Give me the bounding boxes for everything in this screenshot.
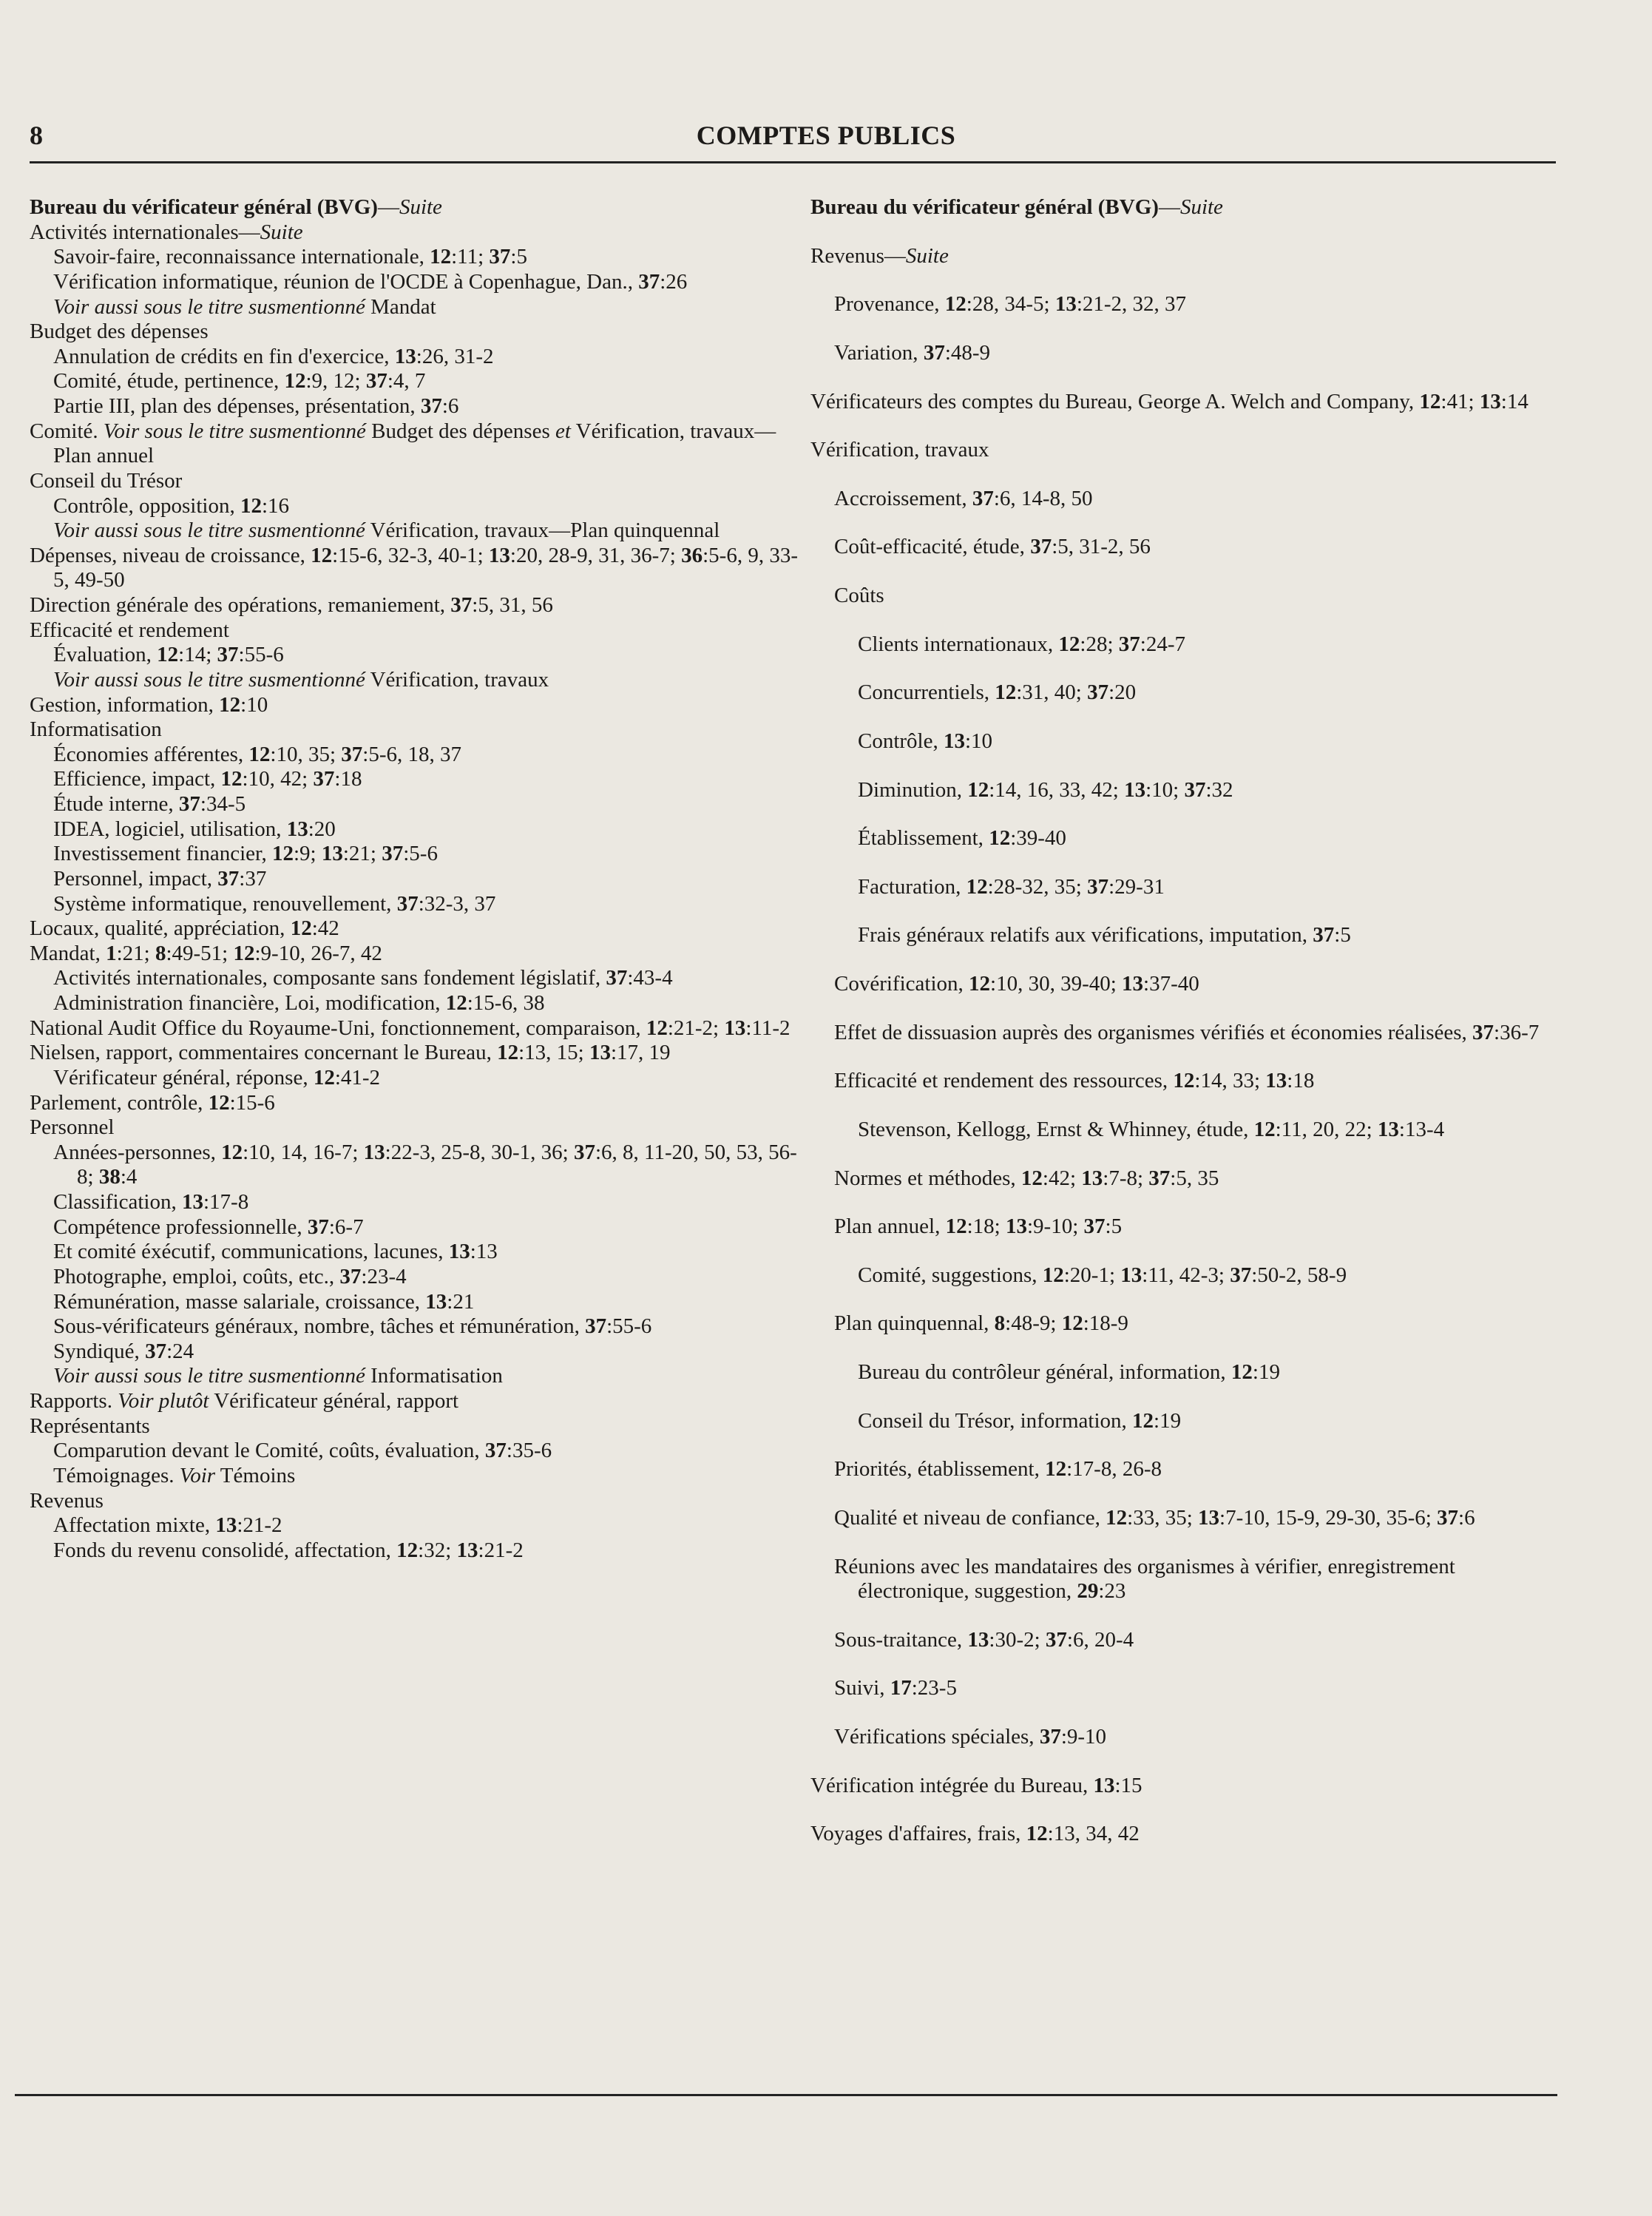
index-entry: Efficacité et rendement [30,618,229,642]
index-entry: Gestion, information, 12:10 [30,692,268,717]
index-entry: Et comité éxécutif, communications, lacunes, 13:13 [53,1240,498,1264]
index-entry: Photographe, emploi, coûts, etc., 37:23-4 [53,1264,407,1288]
index-entry: Priorités, établissement, 12:17-8, 26-8 [834,1457,1162,1482]
index-entry: Mandat, 1:21; 8:49-51; 12:9-10, 26-7, 42 [30,941,382,965]
index-entry: Compétence professionnelle, 37:6-7 [53,1215,364,1239]
index-entry: Rapports. Voir plutôt Vérificateur général, rapport [30,1389,459,1413]
page-number: 8 [30,121,43,150]
index-entry: Syndiqué, 37:24 [53,1339,194,1363]
index-entry: Vérification, travaux [810,438,989,462]
index-entry: Vérification informatique, réunion de l'OCDE à Copenhague, Dan., 37:26 [53,269,688,294]
index-entry: Contrôle, opposition, 12:16 [53,493,290,518]
index-entry: Effet de dissuasion auprès des organismes vérifiés et économies réalisées, 37:36-7 [834,1020,1540,1044]
index-entry: Concurrentiels, 12:31, 40; 37:20 [858,680,1137,705]
index-entry: Personnel, impact, 37:37 [53,866,267,891]
index-entry: Stevenson, Kellogg, Ernst & Whinney, étude, 12:11, 20, 22; 13:13-4 [858,1117,1445,1141]
index-entry: Clients internationaux, 12:28; 37:24-7 [858,632,1186,656]
index-entry: Plan quinquennal, 8:48-9; 12:18-9 [834,1311,1128,1336]
footer-rule [15,2094,1557,2096]
index-entry: Comité, étude, pertinence, 12:9, 12; 37:4, 7 [53,369,426,393]
index-entry: Efficience, impact, 12:10, 42; 37:18 [53,767,362,791]
index-entry: Plan annuel, 12:18; 13:9-10; 37:5 [834,1215,1123,1239]
index-entry: Sous-vérificateurs généraux, nombre, tâches et rémunération, 37:55-6 [53,1314,652,1339]
index-entry: Comité. Voir sous le titre susmentionné Budget des dépenses et Vérification, travaux—Plan annuel [30,419,776,468]
index-entry: Provenance, 12:28, 34-5; 13:21-2, 32, 37 [834,292,1187,317]
index-entry: Coûts [834,584,884,607]
index-entry: Locaux, qualité, appréciation, 12:42 [30,916,339,941]
index-entry: Annulation de crédits en fin d'exercice, 13:26, 31-2 [53,344,494,368]
index-entry: Vérificateur général, réponse, 12:41-2 [53,1065,381,1090]
index-entry: Revenus—Suite [810,243,949,268]
index-column-left [30,195,799,1563]
index-entry: Vérification intégrée du Bureau, 13:15 [810,1773,1142,1797]
index-entry: Activités internationales—Suite [30,220,303,244]
index-entry: Fonds du revenu consolidé, affectation, 12:32; 13:21-2 [53,1538,524,1562]
index-entry: Voir aussi sous le titre susmentionné Vérification, travaux—Plan quinquennal [53,518,720,543]
index-entry: Contrôle, 13:10 [858,729,993,753]
index-entry: Efficacité et rendement des ressources, 12:14, 33; 13:18 [834,1069,1315,1093]
index-entry: Covérification, 12:10, 30, 39-40; 13:37-40 [834,972,1199,996]
index-entry: Années-personnes, 12:10, 14, 16-7; 13:22-3, 25-8, 30-1, 36; 37:6, 8, 11-20, 50, 53, 56-8; 38:4 [53,1140,797,1189]
index-entry: Diminution, 12:14, 16, 33, 42; 13:10; 37:32 [858,777,1233,802]
index-entry: Revenus [30,1488,104,1513]
index-entry: Rémunération, masse salariale, croissance, 13:21 [53,1289,475,1314]
index-entry: Voir aussi sous le titre susmentionné Informatisation [53,1364,503,1388]
index-entry: Réunions avec les mandataires des organismes à vérifier, enregistrement électronique, suggestion, 29:23 [834,1554,1455,1604]
index-entry: Voyages d'affaires, frais, 12:13, 34, 42 [810,1822,1140,1846]
index-entry: Représentants [30,1413,150,1438]
index-entry: Voir aussi sous le titre susmentionné Vérification, travaux [53,667,549,692]
index-entry: Témoignages. Voir Témoins [53,1463,296,1487]
index-entry: Vérificateurs des comptes du Bureau, George A. Welch and Company, 12:41; 13:14 [810,389,1529,413]
index-entry: IDEA, logiciel, utilisation, 13:20 [53,817,336,841]
index-entry: Conseil du Trésor, information, 12:19 [858,1408,1182,1433]
index-entry: Administration financière, Loi, modification, 12:15-6, 38 [53,991,545,1015]
running-head: COMPTES PUBLICS [696,121,956,150]
index-entry: Coût-efficacité, étude, 37:5, 31-2, 56 [834,535,1151,559]
index-entry: Affectation mixte, 13:21-2 [53,1513,282,1538]
index-entry: Classification, 13:17-8 [53,1190,249,1214]
index-entry: Direction générale des opérations, remaniement, 37:5, 31, 56 [30,593,553,617]
index-entry: Partie III, plan des dépenses, présentation, 37:6 [53,394,459,418]
index-entry: Savoir-faire, reconnaissance internationale, 12:11; 37:5 [53,245,527,269]
index-entry: Activités internationales, composante sans fondement législatif, 37:43-4 [53,966,673,990]
index-entry: Conseil du Trésor [30,468,183,493]
index-entry: Investissement financier, 12:9; 13:21; 37:5-6 [53,842,438,866]
index-entry: Bureau du contrôleur général, information, 12:19 [858,1360,1280,1384]
index-entry: Comparution devant le Comité, coûts, évaluation, 37:35-6 [53,1439,552,1463]
index-entry: Vérifications spéciales, 37:9-10 [834,1725,1107,1749]
index-entry: Sous-traitance, 13:30-2; 37:6, 20-4 [834,1627,1134,1652]
index-entry: Système informatique, renouvellement, 37:32-3, 37 [53,891,496,916]
index-entry: Parlement, contrôle, 12:15-6 [30,1090,275,1115]
index-entry: Frais généraux relatifs aux vérifications, imputation, 37:5 [858,923,1351,947]
index-entry: Comité, suggestions, 12:20-1; 13:11, 42-3; 37:50-2, 58-9 [858,1263,1347,1287]
index-entry: Bureau du vérificateur général (BVG)—Suite [810,195,1223,219]
index-entry: Normes et méthodes, 12:42; 13:7-8; 37:5, 35 [834,1166,1219,1190]
index-entry: Suivi, 17:23-5 [834,1676,957,1700]
index-entry: Évaluation, 12:14; 37:55-6 [53,643,284,667]
index-entry: Accroissement, 37:6, 14-8, 50 [834,486,1093,510]
index-entry: National Audit Office du Royaume-Uni, fonctionnement, comparaison, 12:21-2; 13:11-2 [30,1016,791,1040]
index-entry: Économies afférentes, 12:10, 35; 37:5-6, 18, 37 [53,742,461,766]
index-entry: Nielsen, rapport, commentaires concernant le Bureau, 12:13, 15; 13:17, 19 [30,1041,671,1065]
index-entry: Qualité et niveau de confiance, 12:33, 35; 13:7-10, 15-9, 29-30, 35-6; 37:6 [834,1505,1475,1530]
index-entry: Bureau du vérificateur général (BVG)—Suite [30,195,442,219]
index-entry: Budget des dépenses [30,320,209,344]
index-entry: Personnel [30,1115,115,1140]
index-entry: Étude interne, 37:34-5 [53,792,246,816]
index-entry: Dépenses, niveau de croissance, 12:15-6, 32-3, 40-1; 13:20, 28-9, 31, 36-7; 36:5-6, 9, 33-5, 49-50 [30,543,798,592]
index-entry: Établissement, 12:39-40 [858,826,1066,851]
header-rule [30,161,1556,163]
index-entry: Variation, 37:48-9 [834,340,991,365]
index-column-right [810,195,1565,1871]
index-entry: Informatisation [30,717,162,742]
index-entry: Voir aussi sous le titre susmentionné Mandat [53,294,436,319]
index-entry: Facturation, 12:28-32, 35; 37:29-31 [858,874,1165,899]
